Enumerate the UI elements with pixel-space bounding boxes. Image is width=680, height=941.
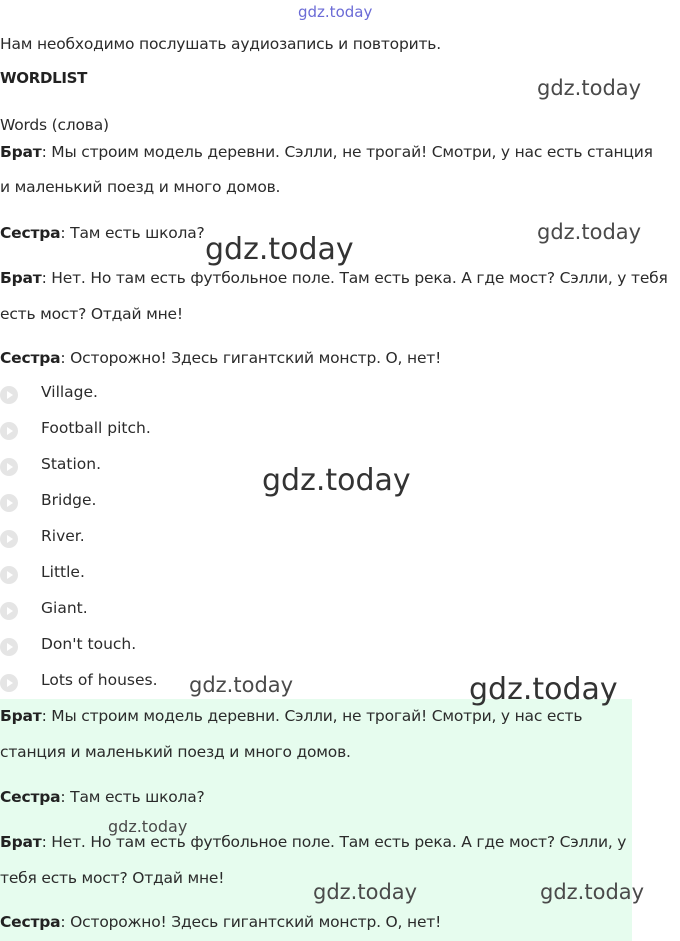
dialogue-line: [0, 305, 183, 323]
words-label: Words (слова): [0, 116, 109, 134]
speaker-name: Сестра: [0, 349, 61, 367]
play-audio-icon[interactable]: [0, 458, 18, 476]
dialogue-text: : Там есть школа?: [60, 224, 205, 242]
watermark: gdz.today: [537, 76, 642, 100]
dialogue-line: [0, 224, 205, 242]
dialogue-text: и маленький поезд и много домов.: [0, 178, 281, 196]
play-audio-icon[interactable]: [0, 674, 18, 692]
speaker-name: Брат: [0, 269, 42, 287]
play-audio-icon[interactable]: [0, 422, 18, 440]
wordlist-item: [0, 419, 200, 443]
speaker-name: Брат: [0, 143, 42, 161]
translation-line: [0, 869, 224, 887]
word-text: Village.: [41, 383, 98, 401]
wordlist-item: [0, 491, 200, 515]
speaker-name: Брат: [0, 833, 42, 851]
translation-text: : Нет. Но там есть футбольное поле. Там есть река. А где мост? Сэлли, у: [41, 833, 627, 851]
speaker-name: Брат: [0, 707, 42, 725]
dialogue-line: [0, 143, 653, 161]
translation-block: [0, 699, 632, 941]
dialogue-text: : Мы строим модель деревни. Сэлли, не трогай! Смотри, у нас есть станция: [41, 143, 653, 161]
word-text: River.: [41, 527, 85, 545]
dialogue-text: есть мост? Отдай мне!: [0, 305, 183, 323]
watermark: gdz.today: [189, 673, 294, 697]
translation-line: [0, 833, 626, 851]
speaker-name: Сестра: [0, 913, 61, 931]
play-audio-icon[interactable]: [0, 602, 18, 620]
translation-line: [0, 913, 441, 931]
wordlist-item: [0, 455, 200, 479]
wordlist-heading: WORDLIST: [0, 69, 88, 87]
translation-line: [0, 788, 205, 806]
intro-text: Нам необходимо послушать аудиозапись и повторить.: [0, 35, 441, 53]
dialogue-text: : Осторожно! Здесь гигантский монстр. О, нет!: [60, 349, 442, 367]
watermark-logo: gdz.today: [298, 3, 373, 21]
word-text: Bridge.: [41, 491, 97, 509]
watermark: gdz.today: [108, 817, 188, 836]
play-audio-icon[interactable]: [0, 638, 18, 656]
wordlist-item: [0, 527, 200, 551]
wordlist-item: [0, 599, 200, 623]
play-audio-icon[interactable]: [0, 494, 18, 512]
watermark: gdz.today: [205, 232, 354, 267]
translation-text: станция и маленький поезд и много домов.: [0, 743, 351, 761]
wordlist-item: [0, 671, 200, 695]
translation-text: тебя есть мост? Отдай мне!: [0, 869, 225, 887]
word-text: Little.: [41, 563, 85, 581]
word-text: Don't touch.: [41, 635, 137, 653]
watermark: gdz.today: [262, 463, 411, 498]
translation-line: [0, 707, 582, 725]
play-audio-icon[interactable]: [0, 386, 18, 404]
play-audio-icon[interactable]: [0, 566, 18, 584]
play-audio-icon[interactable]: [0, 530, 18, 548]
wordlist-item: [0, 563, 200, 587]
word-text: Lots of houses.: [41, 671, 158, 689]
dialogue-line: [0, 178, 280, 196]
watermark: gdz.today: [540, 880, 645, 904]
translation-text: : Там есть школа?: [60, 788, 205, 806]
speaker-name: Сестра: [0, 224, 61, 242]
translation-text: : Осторожно! Здесь гигантский монстр. О, нет!: [60, 913, 442, 931]
dialogue-line: [0, 349, 441, 367]
watermark: gdz.today: [469, 672, 618, 707]
dialogue-line: [0, 269, 668, 287]
wordlist-item: [0, 383, 200, 407]
translation-text: : Мы строим модель деревни. Сэлли, не трогай! Смотри, у нас есть: [41, 707, 583, 725]
watermark: gdz.today: [313, 880, 418, 904]
wordlist-item: [0, 635, 200, 659]
translation-line: [0, 743, 351, 761]
watermark: gdz.today: [537, 220, 642, 244]
speaker-name: Сестра: [0, 788, 61, 806]
dialogue-text: : Нет. Но там есть футбольное поле. Там есть река. А где мост? Сэлли, у тебя: [41, 269, 668, 287]
word-text: Giant.: [41, 599, 88, 617]
word-text: Station.: [41, 455, 102, 473]
word-text: Football pitch.: [41, 419, 151, 437]
